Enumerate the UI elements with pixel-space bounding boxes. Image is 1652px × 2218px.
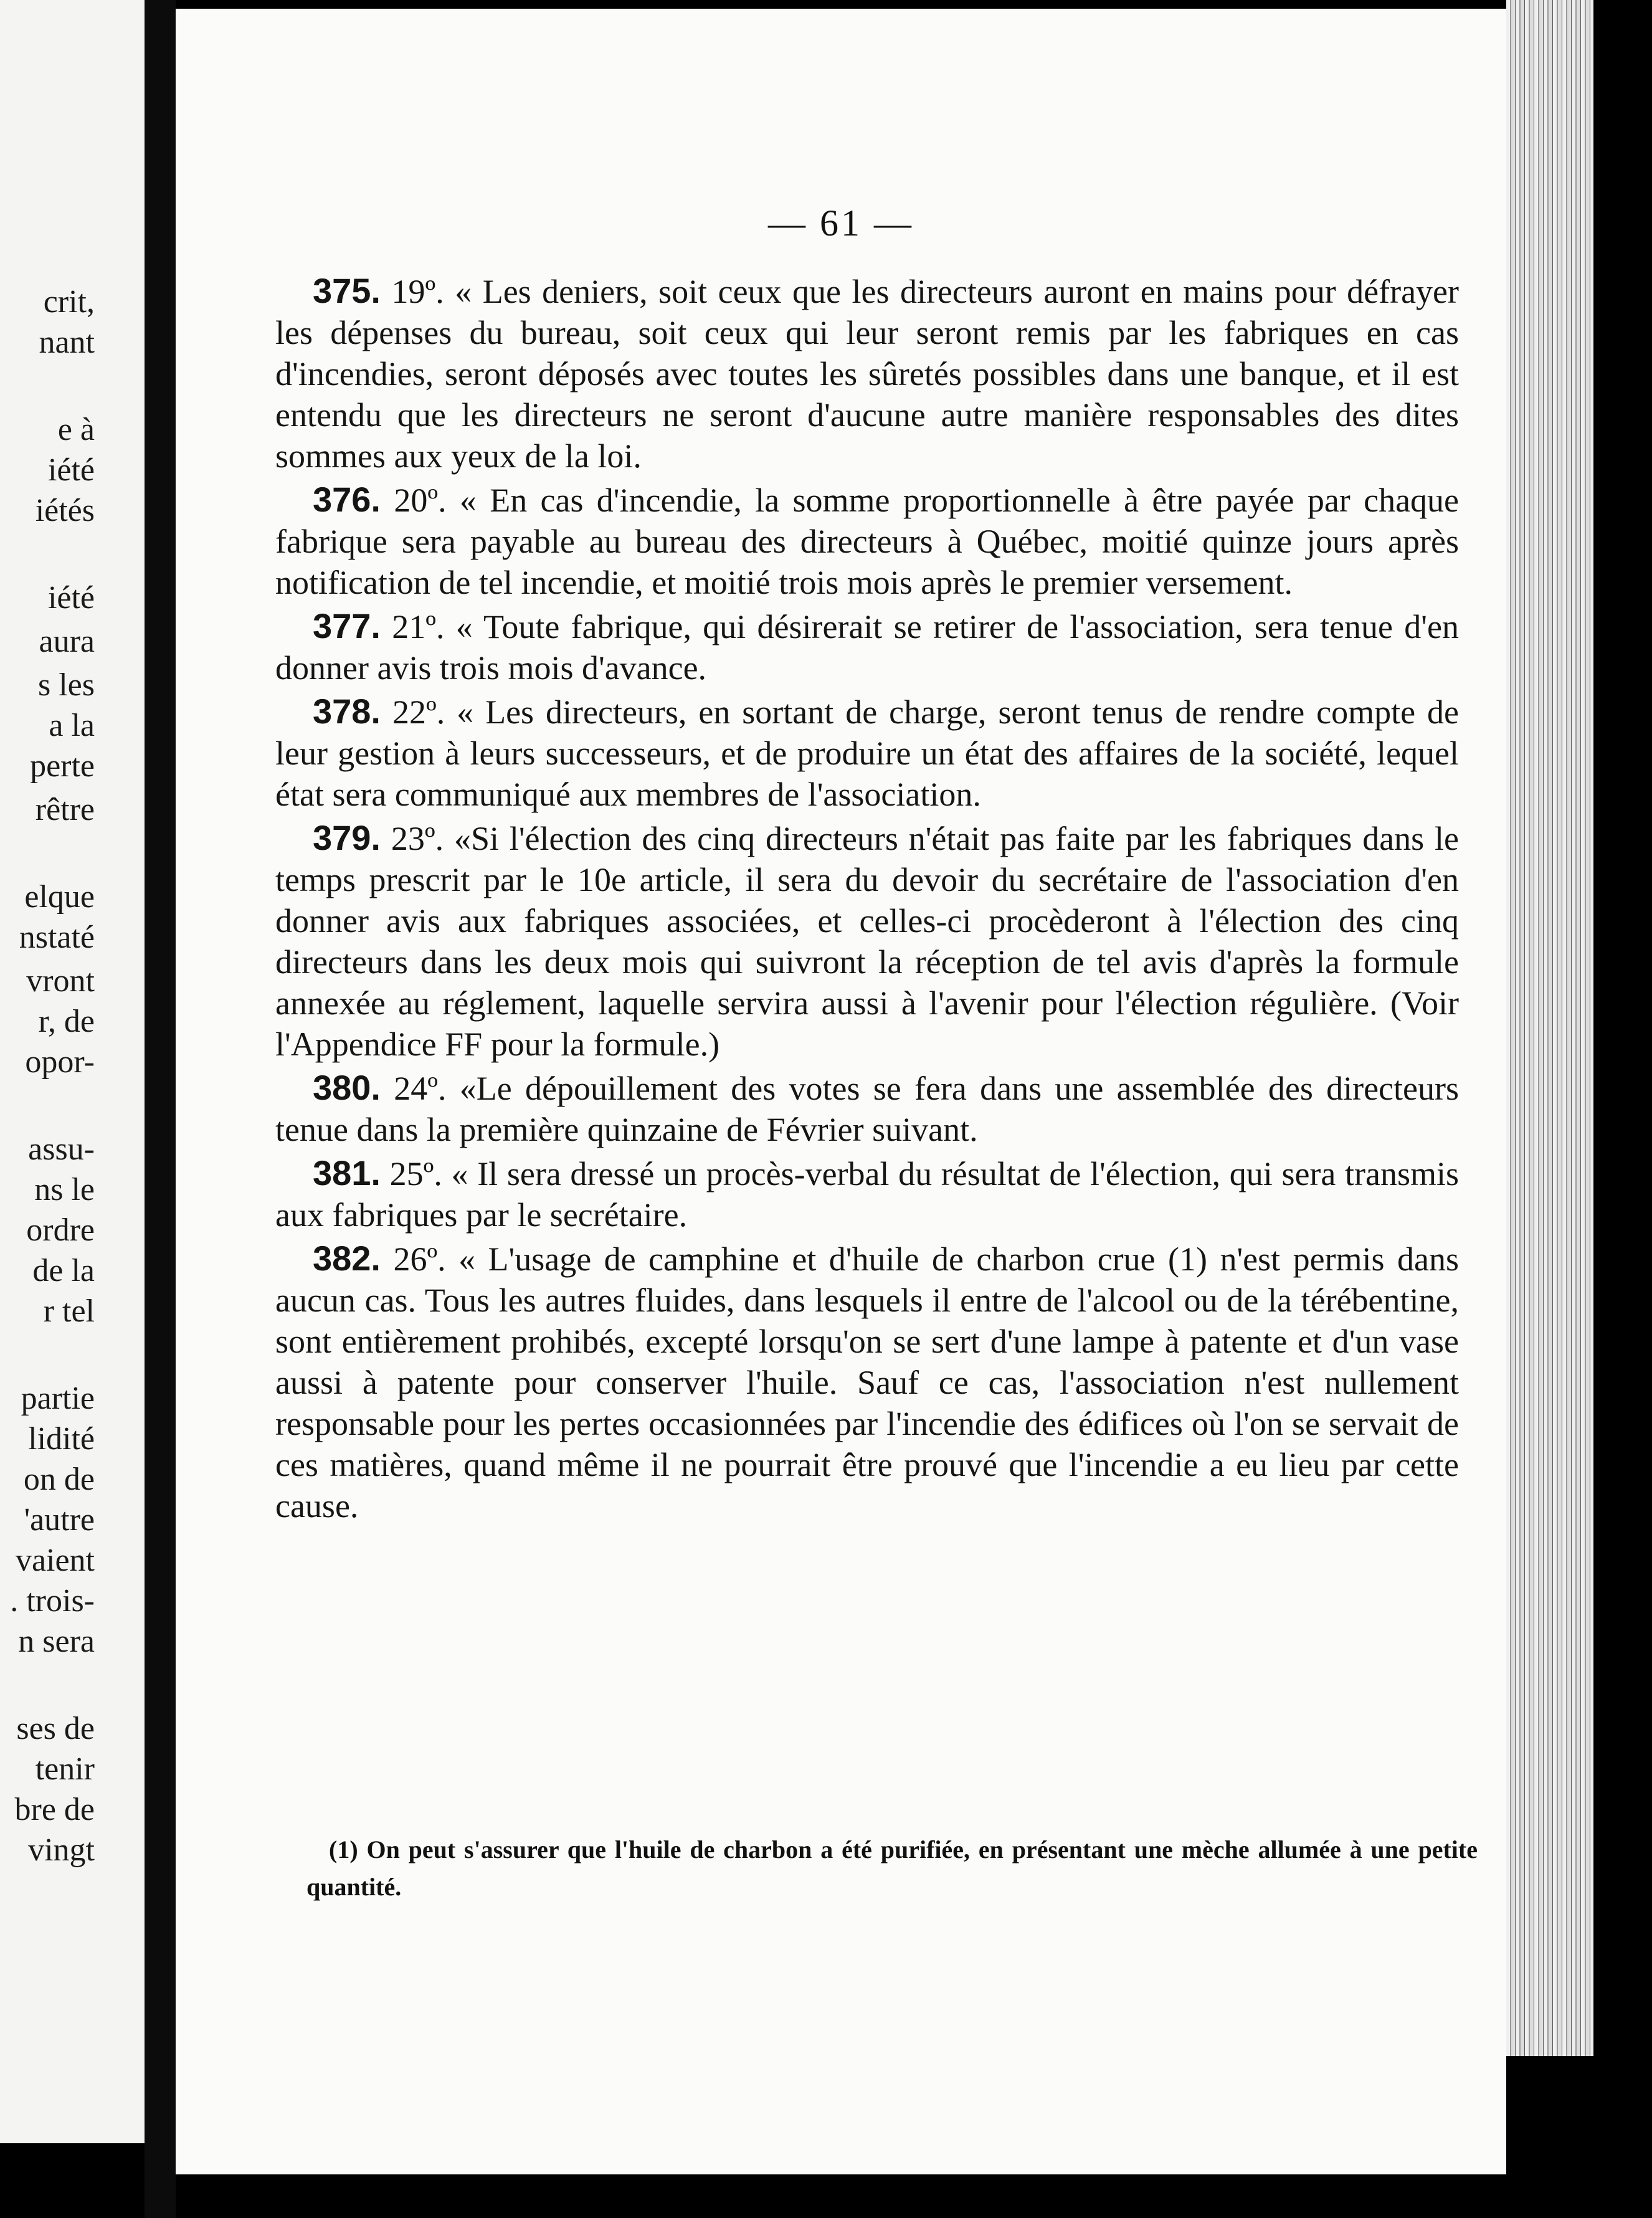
article-number: 378. [313, 692, 381, 731]
scan-border [1593, 0, 1652, 2218]
article-text: 24º. «Le dépouillement des votes se fera dans une assemblée des directeurs tenue dans la première quinzaine de Février suivant. [275, 1070, 1459, 1148]
page-number: — 61 — [768, 202, 914, 244]
left-page-fragment: s les [38, 667, 95, 703]
article-375 [275, 270, 1459, 477]
left-page-fragment: 'autre [24, 1502, 95, 1538]
article-number: 380. [313, 1068, 381, 1107]
right-page [176, 9, 1506, 2174]
left-page-fragment: e à [57, 412, 95, 447]
article-number: 379. [313, 818, 381, 857]
article-number: 382. [313, 1239, 381, 1278]
footnote: (1) On peut s'assurer que l'huile de charbon a été purifiée, en présentant une mèche allumée à une petite quantité. [306, 1835, 1478, 1901]
left-page-fragment: . trois- [10, 1583, 95, 1619]
article-number: 377. [313, 606, 381, 645]
article-377 [275, 606, 1459, 688]
left-page-fragment: de la [32, 1253, 95, 1288]
article-text: 25º. « Il sera dressé un procès-verbal du résultat de l'élection, qui sera transmis aux fabriques par le secrétaire. [275, 1155, 1460, 1234]
article-382 [275, 1238, 1459, 1526]
left-page-fragment: lidité [28, 1421, 95, 1457]
article-text: 26º. « L'usage de camphine et d'huile de charbon crue (1) n'est permis dans aucun cas. Tous les autres fluides, dans lesquels il entre de l'alcool ou de la térébentine, sont entièrement prohibés, excepté lorsqu'on se sert d'une lampe à patente et d'un vase aussi à patente pour conserver l'huile. Sauf ce cas, l'association n'est nullement responsable pour les pertes occasionnées par l'incendie des édifices où l'on se servait de ces matières, quand même il ne pourrait être prouvé que l'incendie a eu lieu par cette cause. [275, 1240, 1459, 1525]
left-page-fragment: assu- [28, 1131, 95, 1167]
article-number: 381. [313, 1153, 381, 1192]
article-text: 22º. « Les directeurs, en sortant de charge, seront tenus de rendre compte de leur gestion à leurs successeurs, et de produire un état des affaires de la société, lequel état sera communiqué aux membres de l'association. [275, 693, 1459, 813]
left-page-fragment: partie [21, 1381, 95, 1416]
article-number: 376. [313, 480, 381, 519]
article-379 [275, 817, 1459, 1065]
left-page-edge [0, 0, 145, 2143]
left-page-fragment: nant [39, 325, 95, 360]
left-page-fragment: n sera [18, 1624, 95, 1659]
article-text: 21º. « Toute fabrique, qui désirerait se retirer de l'association, sera tenue d'en donner avis trois mois d'avance. [275, 608, 1459, 687]
article-376 [275, 479, 1459, 603]
article-text: 23º. «Si l'élection des cinq directeurs n'était pas faite par les fabriques dans le temps prescrit par le 10e article, il sera du devoir du secrétaire de l'association d'en donner avis aux fabriques associées, et celles-ci procèderont à l'élection des cinq directeurs dans les deux mois qui suivront la réception de tel avis d'après la formule annexée au réglement, laquelle servira aussi à l'avenir pour l'élection régulière. (Voir l'Appendice FF pour la formule.) [275, 820, 1460, 1063]
left-page-fragment: r, de [38, 1004, 95, 1039]
left-page-fragment: r tel [43, 1293, 95, 1329]
left-page-fragment: opor- [25, 1044, 95, 1080]
left-page-fragment: iété [47, 580, 95, 616]
left-page-fragment: ses de [16, 1711, 95, 1746]
left-page-fragment: ns le [34, 1172, 95, 1207]
article-378 [275, 691, 1459, 815]
article-text: 20º. « En cas d'incendie, la somme proportionnelle à être payée par chaque fabrique sera payable au bureau des directeurs à Québec, moitié quinze jours après notification de tel incendie, et moitié trois mois après le premier versement. [275, 482, 1459, 601]
book-gutter [145, 0, 176, 2218]
left-page-fragment: iété [47, 452, 95, 488]
left-page-fragment: ordre [26, 1212, 95, 1248]
left-page-fragment: rêtre [35, 792, 95, 827]
left-page-fragment: vaient [15, 1543, 95, 1578]
left-page-fragment: tenir [35, 1751, 95, 1787]
article-list [275, 270, 1459, 1529]
article-380 [275, 1067, 1459, 1150]
left-page-fragment: nstaté [19, 920, 95, 955]
left-page-fragment: a la [49, 708, 95, 743]
left-page-fragment: vront [26, 963, 95, 999]
article-number: 375. [313, 271, 381, 310]
left-page-fragment: elque [24, 879, 95, 915]
article-text: 19º. « Les deniers, soit ceux que les directeurs auront en mains pour défrayer les dépenses du bureau, soit ceux qui leur seront remis par les fabriques en cas d'incendies, seront déposés avec toutes les sûretés possibles dans une banque, et il est entendu que les directeurs ne seront d'aucune autre manière responsables des dites sommes aux yeux de la loi. [275, 273, 1460, 475]
left-page-fragment: perte [30, 748, 95, 784]
article-381 [275, 1153, 1459, 1235]
book-page-edges [1506, 0, 1593, 2056]
left-page-fragment: bre de [14, 1792, 95, 1827]
left-page-fragment: vingt [28, 1832, 95, 1868]
left-page-fragment: aura [39, 624, 95, 659]
left-page-fragment: iétés [35, 493, 95, 528]
left-page-fragment: crit, [43, 284, 95, 320]
left-page-fragment: on de [23, 1462, 95, 1497]
